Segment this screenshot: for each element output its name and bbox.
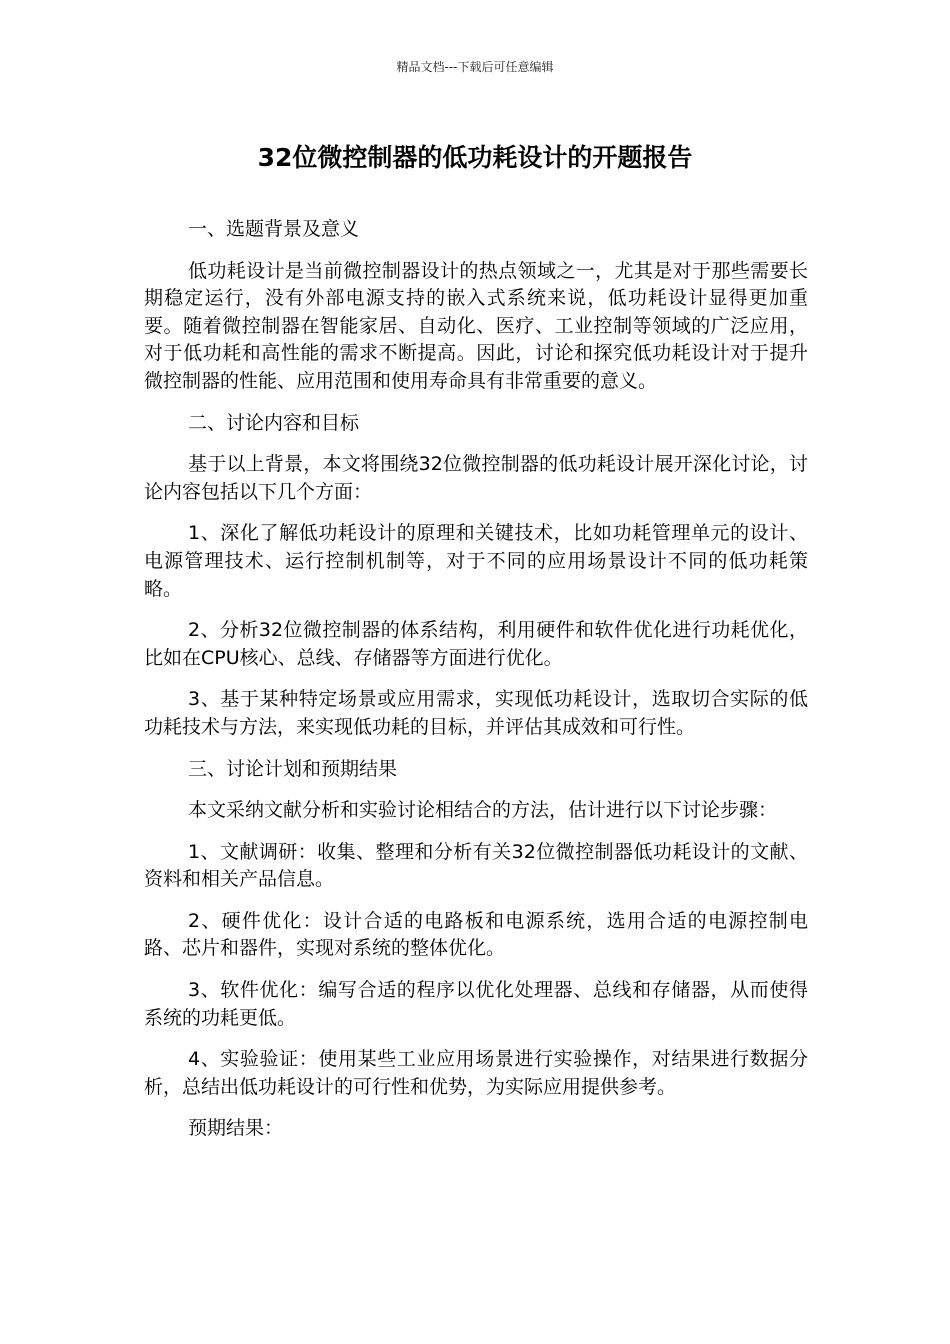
body-paragraph: 基于以上背景，本文将围绕32位微控制器的低功耗设计展开深化讨论，讨论内容包括以下几个方面： — [144, 453, 808, 503]
list-item: 4、实验验证：使用某些工业应用场景进行实验操作，对结果进行数据分析，总结出低功耗设计的可行性和优势，为实际应用提供参考。 — [144, 1048, 808, 1098]
section-heading: 一、选题背景及意义 — [188, 218, 360, 240]
section-heading: 三、讨论计划和预期结果 — [188, 757, 398, 780]
page-header: 精品文档---下载后可任意编辑 — [396, 60, 554, 74]
list-item: 1、文献调研：收集、整理和分析有关32位微控制器低功耗设计的文献、资料和相关产品信息。 — [144, 840, 808, 891]
list-item: 1、深化了解低功耗设计的原理和关键技术，比如功耗管理单元的设计、电源管理技术、运行控制机制等，对于不同的应用场景设计不同的低功耗策略。 — [144, 522, 808, 600]
list-item: 3、软件优化：编写合适的程序以优化处理器、总线和存储器，从而使得系统的功耗更低。 — [144, 979, 808, 1029]
list-item: 3、基于某种特定场景或应用需求，实现低功耗设计，选取切合实际的低功耗技术与方法，来实现低功耗的目标，并评估其成效和可行性。 — [144, 688, 808, 738]
body-paragraph: 本文采纳文献分析和实验讨论相结合的方法，估计进行以下讨论步骤： — [188, 799, 778, 822]
section-heading: 预期结果： — [188, 1117, 284, 1140]
list-item: 2、分析32位微控制器的体系结构，利用硬件和软件优化进行功耗优化，比如在CPU核心、总线、存储器等方面进行优化。 — [144, 619, 808, 669]
list-item: 2、硬件优化：设计合适的电路板和电源系统，选用合适的电源控制电路、芯片和器件，实现对系统的整体优化。 — [144, 909, 808, 960]
section-heading: 二、讨论内容和目标 — [188, 411, 360, 434]
body-paragraph: 低功耗设计是当前微控制器设计的热点领域之一，尤其是对于那些需要长期稳定运行，没有外部电源支持的嵌入式系统来说，低功耗设计显得更加重要。随着微控制器在智能家居、自动化、医疗、工业控制等领域的广泛应用，对于低功耗和高性能的需求不断提高。因此，讨论和探究低功耗设计对于提升微控制器的性能、应用范围和使用寿命具有非常重要的意义。 — [144, 259, 808, 392]
document-body — [144, 216, 808, 1157]
document-title: 32位微控制器的低功耗设计的开题报告 — [257, 143, 693, 172]
